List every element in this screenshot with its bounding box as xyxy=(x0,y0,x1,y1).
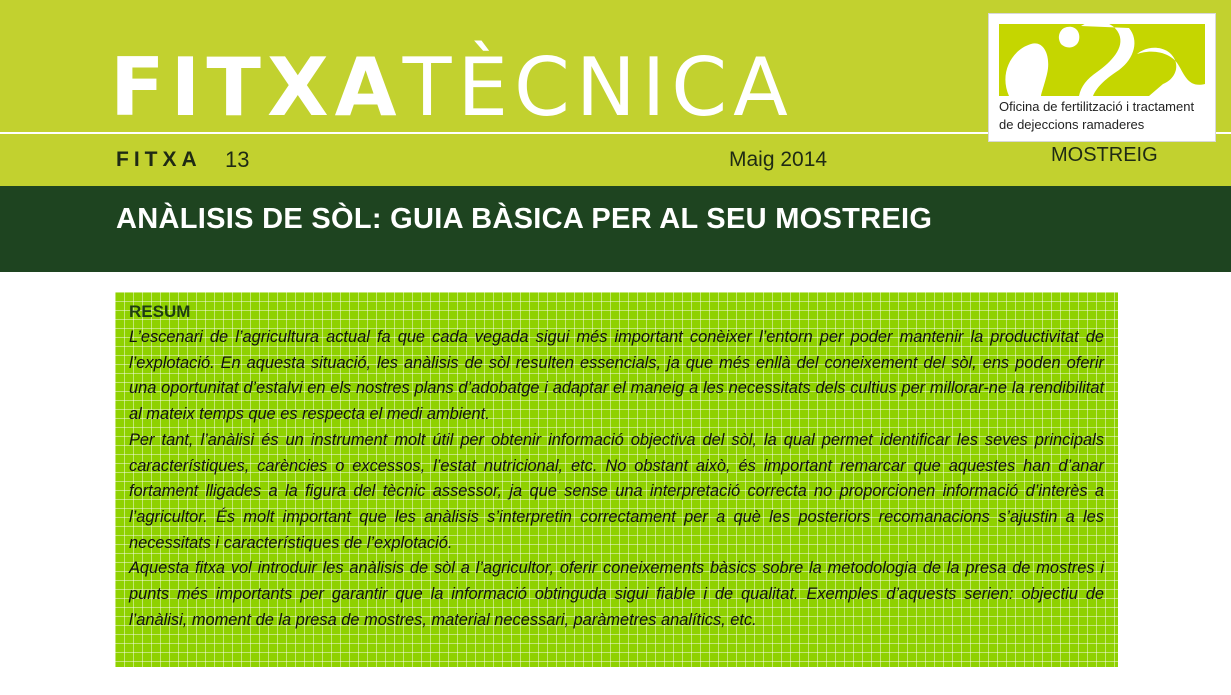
publication-date: Maig 2014 xyxy=(729,148,828,171)
summary-paragraph: Per tant, l’anàlisi és un instrument molt útil per obtenir informació objectiva del sòl, la qual permet identificar les seves principals característiques, carències o excessos, l’estat nutricional, etc. No obstant això, és important remarcar que aquestes han d’anar fortament lligades a la figura del tècnic assessor, ja que sense una interpretació correcta no proporcionen informació d’interès a l’agricultor. És molt important que les anàlisis s’interpretin correctament per a què les posteriors recomanacions s’ajustin a les necessitats i característiques de l’explotació. xyxy=(129,430,1104,552)
summary-body xyxy=(129,325,1104,633)
brand-title xyxy=(110,41,794,134)
logo-icon xyxy=(989,14,1215,98)
summary-box xyxy=(115,292,1118,667)
logo-text: Oficina de fertilització i tractament de dejeccions ramaderes xyxy=(999,99,1195,132)
fitxa-label: FITXA xyxy=(116,148,202,171)
brand-title-light: TÈCNICA xyxy=(402,41,794,134)
brand-title-bold: FITXA xyxy=(110,41,403,134)
section-label: MOSTREIG xyxy=(1051,144,1158,166)
fitxa-number: 13 xyxy=(225,147,250,172)
summary-paragraph: Aquesta fitxa vol introduir les anàlisis de sòl a l’agricultor, oferir coneixements bàsics sobre la metodologia de la presa de mostres i punts més importants per garantir que la informació obtinguda sigui fiable i de qualitat. Exemples d’aquests serien: objectiu de l’anàlisi, moment de la presa de mostres, material necessari, paràmetres analítics, etc. xyxy=(129,559,1104,629)
logo xyxy=(988,13,1216,142)
summary-heading: RESUM xyxy=(129,302,191,321)
summary-paragraph: L’escenari de l’agricultura actual fa que cada vegada sigui més important conèixer l’entorn per poder mantenir la productivitat de l’explotació. En aquesta situació, les anàlisis de sòl resulten essencials, ja que més enllà del coneixement del sòl, ens poden oferir una oportunitat d’estalvi en els nostres plans d’adobatge i adaptar el maneig a les necessitats dels cultius per millorar-ne la rendibilitat al mateix temps que es respecta el medi ambient. xyxy=(129,328,1104,424)
document-title: ANÀLISIS DE SÒL: GUIA BÀSICA PER AL SEU MOSTREIG xyxy=(116,203,933,235)
